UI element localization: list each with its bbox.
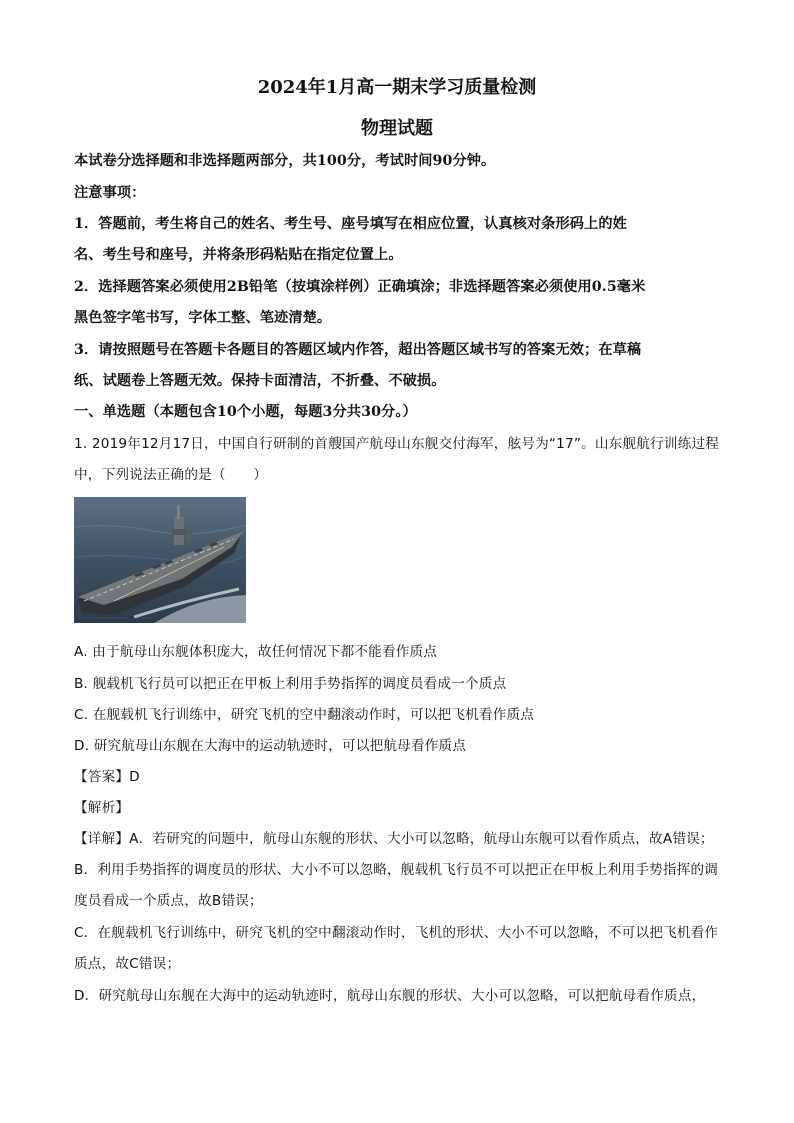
question-1-option-c: C. 在舰载机飞行训练中，研究飞机的空中翻滚动作时，可以把飞机看作质点 [74, 707, 535, 723]
question-1-option-d: D. 研究航母山东舰在大海中的运动轨迹时，可以把航母看作质点 [74, 738, 467, 754]
question-1-stem-line-1: 1. 2019年12月17日，中国自行研制的首艘国产航母山东舰交付海军，舷号为“17”。山东舰航行训练过程 [74, 436, 720, 452]
notice-item-3-line-1: 3．请按照题号在答题卡各题目的答题区域内作答，超出答题区域书写的答案无效；在草稿 [74, 342, 642, 358]
question-1-option-a: A. 由于航母山东舰体积庞大，故任何情况下都不能看作质点 [74, 644, 438, 660]
aircraft-carrier-image [74, 497, 246, 623]
analysis-line-4: C．在舰载机飞行训练中，研究飞机的空中翻滚动作时，飞机的形状、大小不可以忽略，不可以把飞机看作 [74, 925, 719, 941]
exam-title: 2024年1月高一期末学习质量检测 [257, 77, 537, 98]
notice-item-1-line-2: 名、考生号和座号，并将条形码粘贴在指定位置上。 [74, 247, 403, 263]
notice-item-2-line-1: 2．选择题答案必须使用2B铅笔（按填涂样例）正确填涂；非选择题答案必须使用0.5毫米 [74, 279, 646, 295]
section-heading: 一、单选题（本题包含10个小题，每题3分共30分。） [74, 404, 417, 420]
analysis-line-6: D．研究航母山东舰在大海中的运动轨迹时，航母山东舰的形状、大小可以忽略，可以把航母看作质点， [74, 988, 706, 1004]
notice-item-3-line-2: 纸、试题卷上答题无效。保持卡面清洁，不折叠、不破损。 [74, 373, 446, 389]
analysis-line-3: 度员看成一个质点，故B错误； [74, 893, 263, 909]
exam-subtitle: 物理试题 [361, 118, 433, 139]
notice-item-1-line-1: 1．答题前，考生将自己的姓名、考生号、座号填写在相应位置，认真核对条形码上的姓 [74, 216, 627, 232]
notice-item-2-line-2: 黑色签字笔书写，字体工整、笔迹清楚。 [74, 310, 332, 326]
analysis-line-2: B．利用手势指挥的调度员的形状、大小不可以忽略，舰载机飞行员不可以把正在甲板上利用手势指挥的调 [74, 862, 719, 878]
intro-text: 本试卷分选择题和非选择题两部分，共100分，考试时间90分钟。 [74, 153, 496, 169]
question-1-answer: 【答案】D [74, 769, 140, 785]
analysis-line-1: 【详解】A．若研究的问题中，航母山东舰的形状、大小可以忽略，航母山东舰可以看作质点，故A错误； [74, 831, 714, 847]
analysis-line-5: 质点，故C错误； [74, 956, 181, 972]
question-1-stem-line-2: 中，下列说法正确的是（ ） [74, 467, 268, 483]
question-1-analysis-heading: 【解析】 [74, 800, 130, 816]
question-1-option-b: B. 舰载机飞行员可以把正在甲板上利用手势指挥的调度员看成一个质点 [74, 676, 507, 692]
notice-heading: 注意事项： [74, 185, 146, 201]
